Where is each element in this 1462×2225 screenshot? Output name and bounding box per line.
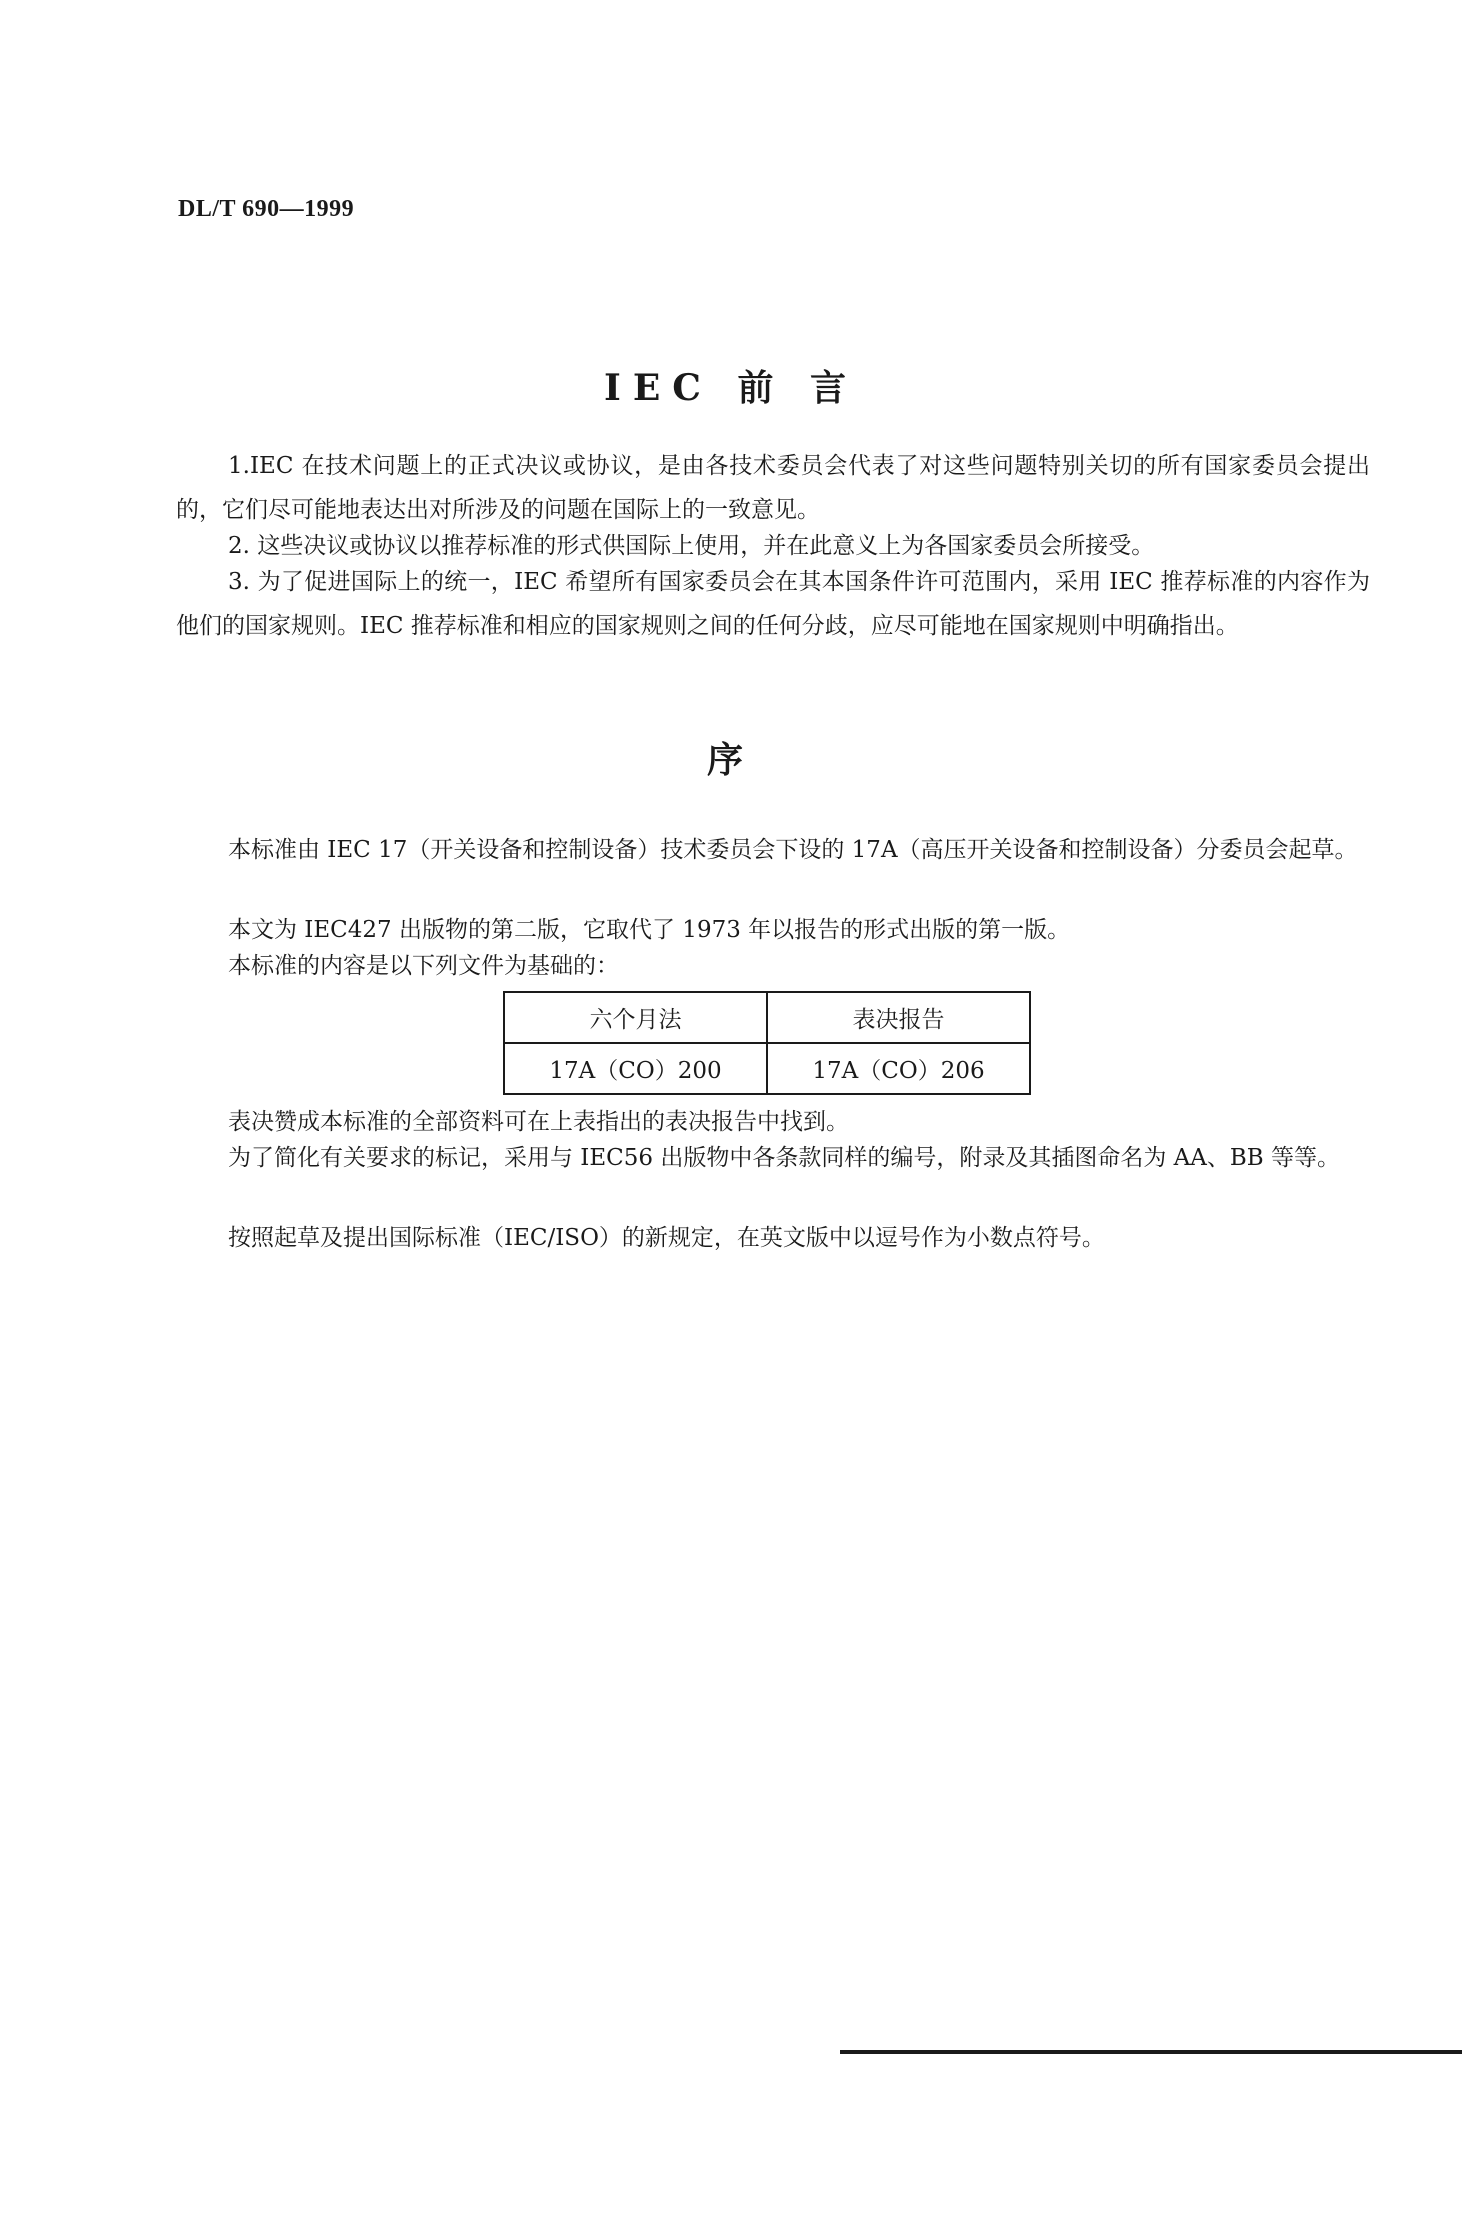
iec-foreword-paragraph-2: 2. 这些决议或协议以推荐标准的形式供国际上使用，并在此意义上为各国家委员会所接受。 (228, 533, 1155, 559)
footer-rule (840, 2050, 1462, 2054)
table-header-cell: 六个月法 (504, 992, 767, 1043)
preface-paragraph-3: 本标准的内容是以下列文件为基础的： (228, 953, 619, 979)
iec-foreword-paragraph-3: 3. 为了促进国际上的统一，IEC 希望所有国家委员会在其本国条件许可范围内，采用 IEC 推荐标准的内容作为他们的国家规则。IEC 推荐标准和相应的国家规则之间的任何分歧，应尽可能地在国家规则中明确指出。 (176, 569, 1370, 639)
table-header-row (504, 992, 1030, 1043)
basis-documents-table (503, 991, 1031, 1095)
preface-paragraph-1: 本标准由 IEC 17（开关设备和控制设备）技术委员会下设的 17A（高压开关设备和控制设备）分委员会起草。 (228, 837, 1358, 863)
preface-paragraph-2: 本文为 IEC427 出版物的第二版，它取代了 1973 年以报告的形式出版的第一版。 (228, 917, 1071, 943)
table-row (504, 1043, 1030, 1094)
table-cell: 17A（CO）200 (504, 1043, 767, 1094)
table-header-cell: 表决报告 (767, 992, 1030, 1043)
table-cell: 17A（CO）206 (767, 1043, 1030, 1094)
document-code: DL/T 690—1999 (178, 196, 355, 222)
preface-paragraph-6: 按照起草及提出国际标准（IEC/ISO）的新规定，在英文版中以逗号作为小数点符号。 (228, 1225, 1105, 1251)
preface-paragraph-4: 表决赞成本标准的全部资料可在上表指出的表决报告中找到。 (228, 1109, 849, 1135)
iec-foreword-title: IEC 前 言 (604, 367, 858, 409)
iec-foreword-paragraph-1: 1.IEC 在技术问题上的正式决议或协议，是由各技术委员会代表了对这些问题特别关切的所有国家委员会提出的，它们尽可能地表达出对所涉及的问题在国际上的一致意见。 (176, 453, 1370, 523)
preface-title: 序 (706, 739, 755, 781)
preface-paragraph-5: 为了简化有关要求的标记，采用与 IEC56 出版物中各条款同样的编号，附录及其插图命名为 AA、BB 等等。 (228, 1145, 1341, 1171)
